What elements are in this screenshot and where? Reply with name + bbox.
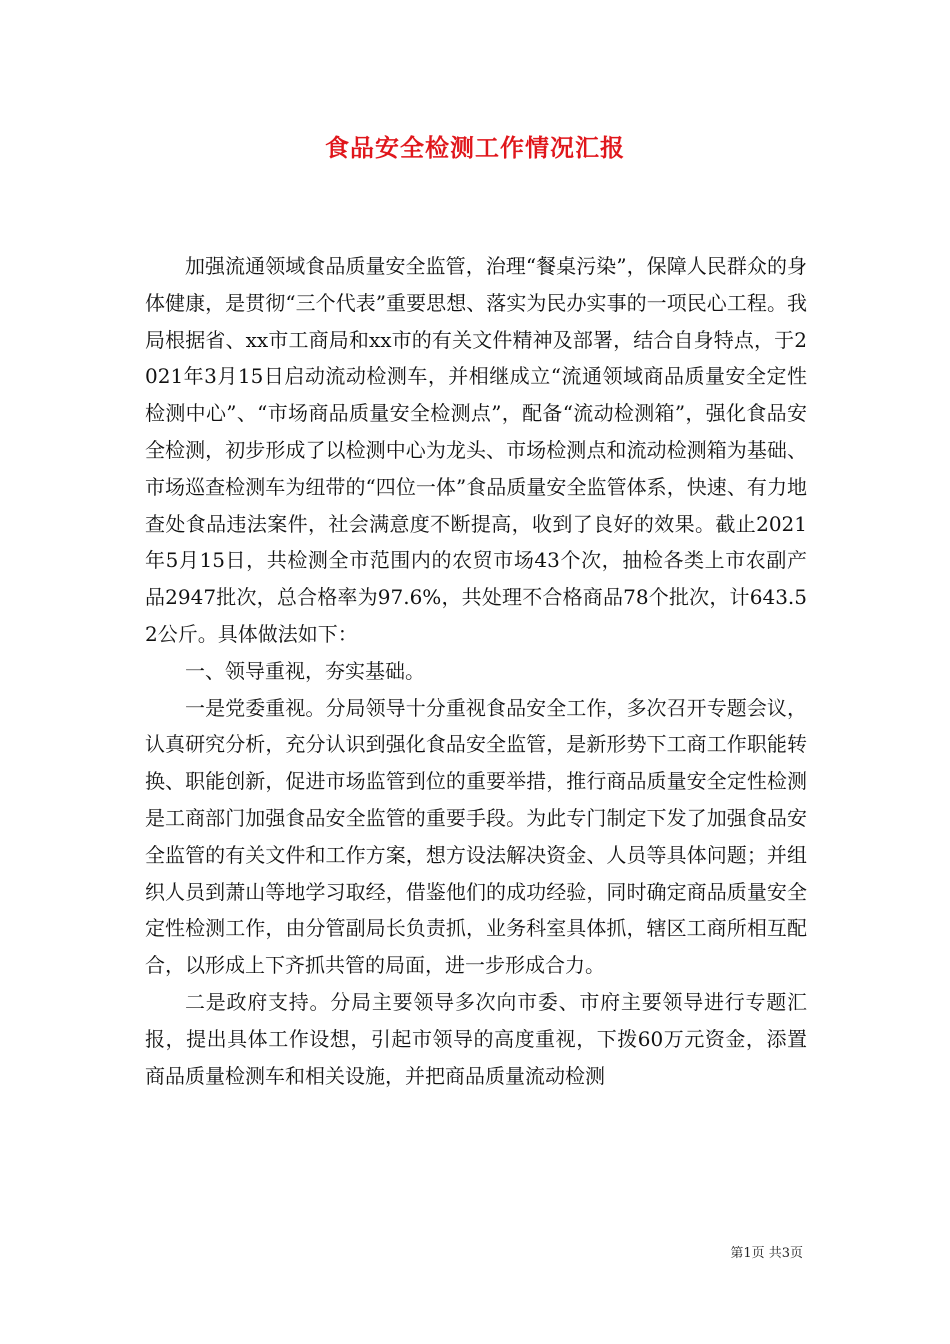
paragraph-intro: 加强流通领域食品质量安全监管，治理“餐桌污染”，保障人民群众的身体健康，是贯彻“三个代表”重要思想、落实为民办实事的一项民心工程。我局根据省、xx市工商局和xx市的有关文件精神及部署，结合自身特点，于2021年3月15日启动流动检测车，并相继成立“流通领域商品质量安全定性检测中心”、“市场商品质量安全检测点”，配备“流动检测箱”，强化食品安全检测，初步形成了以检测中心为龙头、市场检测点和流动检测箱为基础、市场巡查检测车为纽带的“四位一体”食品质量安全监管体系，快速、有力地查处食品违法案件，社会满意度不断提高，收到了良好的效果。截止2021年5月15日，共检测全市范围内的农贸市场43个次，抽检各类上市农副产品2947批次，总合格率为97.6%，共处理不合格商品78个批次，计643.52公斤。具体做法如下： bbox=[145, 254, 807, 646]
paragraph-party-committee: 一是党委重视。分局领导十分重视食品安全工作，多次召开专题会议，认真研究分析，充分认识到强化食品安全监管，是新形势下工商工作职能转换、职能创新，促进市场监管到位的重要举措，推行商品质量安全定性检测是工商部门加强食品安全监管的重要手段。为此专门制定下发了加强食品安全监管的有关文件和工作方案，想方设法解决资金、人员等具体问题；并组织人员到萧山等地学习取经，借鉴他们的成功经验，同时确定商品质量安全定性检测工作，由分管副局长负责抓，业务科室具体抓，辖区工商所相互配合，以形成上下齐抓共管的局面，进一步形成合力。 bbox=[145, 695, 807, 978]
paragraph-government-support: 二是政府支持。分局主要领导多次向市委、市府主要领导进行专题汇报，提出具体工作设想，引起市领导的高度重视，下拨60万元资金，添置商品质量检测车和相关设施，并把商品质量流动检测 bbox=[145, 989, 807, 1088]
section-heading-leadership: 一、领导重视，夯实基础。 bbox=[185, 658, 425, 683]
page-number: 第1页 共3页 bbox=[730, 1246, 803, 1261]
document-title: 食品安全检测工作情况汇报 bbox=[325, 133, 625, 162]
document-body bbox=[145, 248, 807, 1094]
